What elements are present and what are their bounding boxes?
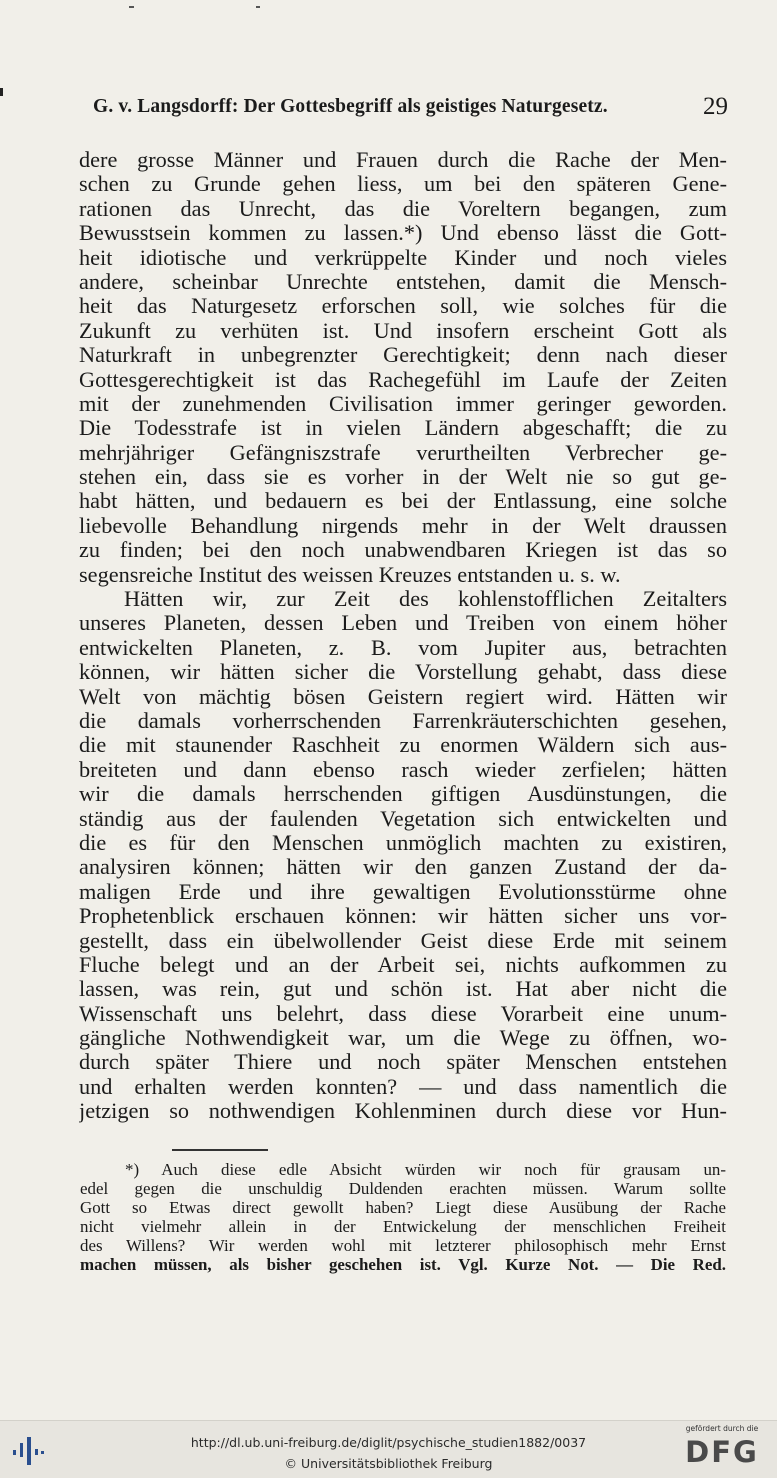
text-line: analysiren können; hätten wir den ganzen Zustand der da-	[79, 855, 727, 880]
text-line: heit idiotische und verkrüppelte Kinder und noch vieles	[79, 245, 727, 270]
text-line: lassen, was rein, gut und schön ist. Hat aber nicht die	[79, 977, 727, 1002]
text-line: rationen das Unrecht, das die Voreltern begangen, zum	[79, 196, 727, 221]
text-line: die damals vorherrschenden Farrenkräuterschichten gesehen,	[79, 708, 727, 733]
text-line: andere, scheinbar Unrechte entstehen, damit die Mensch-	[79, 269, 727, 294]
text-line: maligen Erde und ihre gewaltigen Evolutionsstürme ohne	[79, 879, 727, 904]
text-line: Fluche belegt und an der Arbeit sei, nichts aufkommen zu	[79, 952, 727, 977]
text-line: heit das Naturgesetz erforschen soll, wie solches für die	[79, 294, 727, 319]
footnote	[80, 1160, 726, 1275]
text-line: ständig aus der faulenden Vegetation sich entwickelten und	[79, 806, 727, 831]
text-line: jetzigen so nothwendigen Kohlenminen durch diese vor Hun-	[79, 1099, 727, 1124]
dfg-logo-icon: DFG	[685, 1435, 759, 1469]
margin-mark	[0, 88, 3, 96]
text-line: Hätten wir, zur Zeit des kohlenstofflichen Zeitalters	[124, 587, 727, 612]
running-title: G. v. Langsdorff: Der Gottesbegriff als geistiges Naturgesetz.	[93, 96, 608, 117]
text-line: habt hätten, und bedauern es bei der Entlassung, eine solche	[79, 489, 727, 514]
text-line: durch später Thiere und noch später Menschen entstehen	[79, 1050, 727, 1075]
text-line: Gottesgerechtigkeit ist das Rachegefühl im Laufe der Zeiten	[79, 367, 727, 392]
text-line: die mit staunender Raschheit zu enormen Wäldern sich aus-	[79, 733, 727, 758]
text-line: breiteten und dann ebenso rasch wieder zerfielen; hätten	[79, 757, 727, 782]
footnote-line: Gott so Etwas direct gewollt haben? Liegt diese Ausübung der Rache	[80, 1198, 726, 1218]
text-line: Welt von mächtig bösen Geistern regiert wird. Hätten wir	[79, 684, 727, 709]
footnote-line: edel gegen die unschuldig Duldenden erachten müssen. Warum sollte	[80, 1179, 726, 1199]
footnote-line: *) Auch diese edle Absicht würden wir noch für grausam un-	[125, 1160, 726, 1179]
text-line: unseres Planeten, dessen Leben und Treiben von einem höher	[79, 611, 727, 636]
text-line: Bewusstsein kommen zu lassen.*) Und ebenso lässt die Gott-	[79, 221, 727, 246]
running-header	[93, 93, 728, 123]
text-line: wir die damals herrschenden giftigen Ausdünstungen, die	[79, 782, 727, 807]
funder-note: gefördert durch die	[685, 1424, 759, 1433]
permalink[interactable]: http://dl.ub.uni-freiburg.de/diglit/psychische_studien1882/0037	[190, 1435, 587, 1450]
text-line: mehrjähriger Gefängniszstrafe verurtheilten Verbrecher ge-	[79, 440, 727, 465]
footnote-line: nicht vielmehr allein in der Entwickelung der menschlichen Freiheit	[80, 1217, 726, 1237]
text-line: gestellt, dass ein übelwollender Geist diese Erde mit seinem	[79, 928, 727, 953]
text-line: Naturkraft in unbegrenzter Gerechtigkeit; denn nach dieser	[79, 343, 727, 368]
text-line: mit der zunehmenden Civilisation immer geringer geworden.	[79, 391, 727, 416]
text-line: dere grosse Männer und Frauen durch die Rache der Men-	[79, 148, 727, 172]
text-line: Wissenschaft uns belehrt, dass diese Vorarbeit eine unum-	[79, 1001, 727, 1026]
body-text	[79, 148, 727, 1124]
footnote-line: machen müssen, als bisher geschehen ist. Vgl. Kurze Not. — Die Red.	[80, 1255, 726, 1275]
text-line: Zukunft zu verhüten ist. Und insofern erscheint Gott als	[79, 318, 727, 343]
text-line: Die Todesstrafe ist in vielen Ländern abgeschafft; die zu	[79, 416, 727, 441]
copyright-notice: © Universitätsbibliothek Freiburg	[284, 1456, 493, 1471]
text-line: liebevolle Behandlung nirgends mehr in der Welt draussen	[79, 513, 727, 538]
page-number: 29	[703, 93, 728, 120]
text-line: und erhalten werden konnten? — und dass namentlich die	[79, 1074, 727, 1099]
text-line: entwickelten Planeten, z. B. vom Jupiter aus, betrachten	[79, 635, 727, 660]
text-line: schen zu Grunde gehen liess, um bei den späteren Gene-	[79, 172, 727, 197]
footnote-separator	[172, 1149, 268, 1151]
text-line: Prophetenblick erschauen können: wir hätten sicher uns vor-	[79, 904, 727, 929]
text-line: segensreiche Institut des weissen Kreuzes entstanden u. s. w.	[79, 562, 621, 587]
footnote-line: des Willens? Wir werden wohl mit letzterer philosophisch mehr Ernst	[80, 1236, 726, 1256]
text-line: zu finden; bei den noch unabwendbaren Kriegen ist das so	[79, 538, 727, 563]
text-line: die es für den Menschen unmöglich machten zu existiren,	[79, 830, 727, 855]
text-line: können, wir hätten sicher die Vorstellung gehabt, dass diese	[79, 660, 727, 685]
viewer-footer	[0, 1420, 777, 1478]
text-line: stehen ein, dass sie es vorher in der Welt nie so gut ge-	[79, 465, 727, 490]
text-line: gängliche Nothwendigkeit war, um die Wege zu öffnen, wo-	[79, 1026, 727, 1051]
